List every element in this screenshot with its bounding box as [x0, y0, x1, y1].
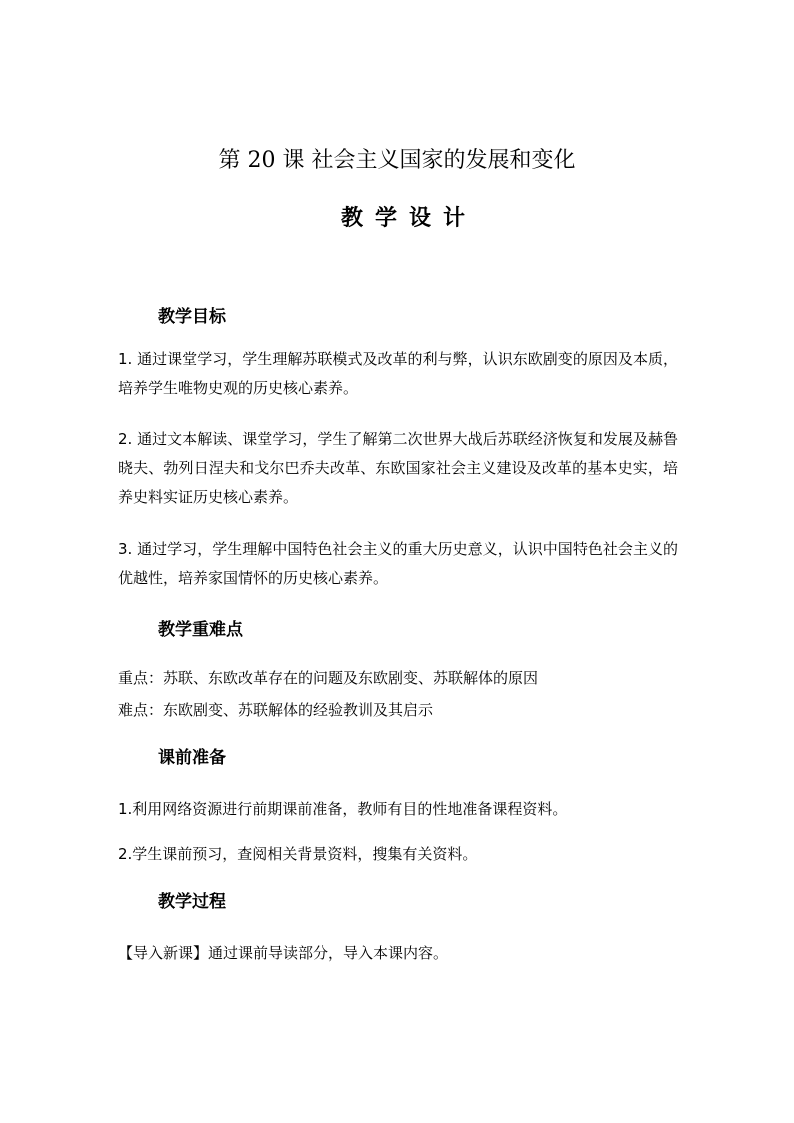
- section-heading-process: 教学过程: [158, 892, 226, 912]
- process-item-intro: 【导入新课】通过课前导读部分，导入本课内容。: [118, 944, 449, 962]
- preparation-item-1: 1.利用网络资源进行前期课前准备，教师有目的性地准备课程资料。: [118, 800, 568, 818]
- section-heading-key-points: 教学重难点: [158, 620, 243, 640]
- section-heading-objectives: 教学目标: [158, 307, 226, 327]
- objective-item-2: 2. 通过文本解读、课堂学习，学生了解第二次世界大战后苏联经济恢复和发展及赫鲁晓夫、勃列日涅夫和戈尔巴乔夫改革、东欧国家社会主义建设及改革的基本史实，培养史料实证历史核心素养。: [118, 430, 678, 506]
- section-heading-preparation: 课前准备: [158, 748, 226, 768]
- page-title: 第 20 课 社会主义国家的发展和变化: [218, 148, 576, 173]
- preparation-item-2: 2.学生课前预习，查阅相关背景资料，搜集有关资料。: [118, 845, 478, 863]
- objective-item-3: 3. 通过学习，学生理解中国特色社会主义的重大历史意义，认识中国特色社会主义的优越性，培养家国情怀的历史核心素养。: [118, 540, 678, 587]
- page-subtitle: 教学设计: [340, 205, 477, 231]
- objective-item-1: 1. 通过课堂学习，学生理解苏联模式及改革的利与弊，认识东欧剧变的原因及本质，培养学生唯物史观的历史核心素养。: [118, 350, 678, 397]
- key-point-focus: 重点：苏联、东欧改革存在的问题及东欧剧变、苏联解体的原因: [118, 669, 539, 687]
- key-point-difficulty: 难点：东欧剧变、苏联解体的经验教训及其启示: [118, 701, 434, 719]
